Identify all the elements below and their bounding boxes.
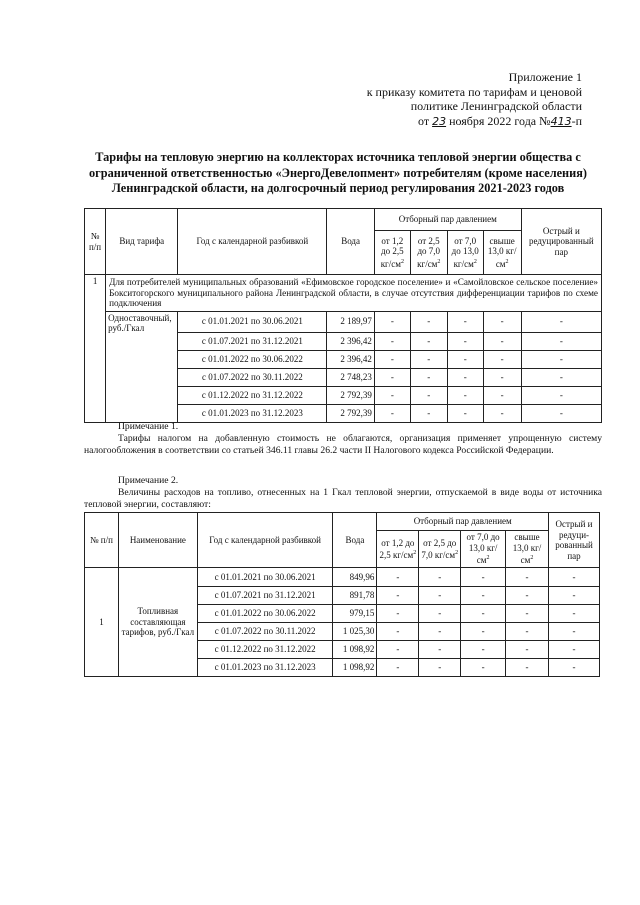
header-steam-group: Отборный пар давлением bbox=[377, 513, 549, 531]
period: с 01.07.2021 по 31.12.2021 bbox=[178, 332, 327, 350]
water-value: 2 396,42 bbox=[327, 350, 375, 368]
water-value: 979,15 bbox=[333, 605, 377, 623]
tariff-table: № п/п Вид тарифа Год с календарной разбивкой Вода Отборный пар давлением Острый и редуцированный пар от 1,2 до 2,5 $кг/см^2$ от 2,5 до 7,0 $кг/см^2$ от 7,0 до 13,0 $кг/см^2$ свыше 13,0 $кг/см^2$ 1 Для потребителей муниципальных образований «Ефимовское городское поселение» и «Самойловское сельское поселение» Бокситогорского муниципального района Ленинградской области, в случае отсутствия дифференциации тарифов по схеме подключения Одноставочный, руб./Гкал с 01.01.2021 по 30.06.2021 2 189,97 - - - - - с 01.07.2021 по 31.12.2021 2 396,42 - - - - - с 01.01.2022 по 30.06.2022 2 396,42 - - - - - с 01.07.2022 по 30.11.2022 2 748,23 - - - - - с 01.12.2022 по 31.12.2022 2 792,39 - - - - - с 01.01.2023 по 31.12.2023 2 792,39 - - - - - bbox=[84, 208, 602, 423]
water-value: 2 748,23 bbox=[327, 368, 375, 386]
water-value: 891,78 bbox=[333, 587, 377, 605]
header-sharp-steam: Острый и редуцированный пар bbox=[521, 209, 601, 275]
note-2 bbox=[84, 475, 602, 511]
period: с 01.01.2021 по 30.06.2021 bbox=[197, 568, 333, 587]
note-1 bbox=[84, 421, 602, 457]
appendix-order-line: к приказу комитета по тарифам и ценовой bbox=[366, 84, 582, 99]
header-water: Вода bbox=[333, 513, 377, 568]
header-p3: от 7,0 до 13,0 $кг/см^2$ bbox=[447, 231, 483, 275]
period: с 01.07.2022 по 30.11.2022 bbox=[178, 368, 327, 386]
header-steam-group: Отборный пар давлением bbox=[374, 209, 521, 231]
header-p1: от 1,2 до 2,5 $кг/см^2$ bbox=[374, 231, 410, 275]
header-p4: свыше 13,0 $кг/см^2$ bbox=[483, 231, 521, 275]
period: с 01.07.2022 по 30.11.2022 bbox=[197, 623, 333, 641]
tariff-name: Одноставочный, руб./Гкал bbox=[106, 311, 178, 422]
handwritten-day: 23 bbox=[432, 114, 447, 128]
row-number: 1 bbox=[85, 568, 119, 677]
appendix-date-line: от 23 ноября 2022 года №413-п bbox=[417, 113, 582, 128]
header-num: № п/п bbox=[85, 513, 119, 568]
header-year: Год с календарной разбивкой bbox=[197, 513, 333, 568]
note-1-heading: Примечание 1. bbox=[118, 421, 179, 432]
document-title: Тарифы на тепловую энергию на коллекторах источника тепловой энергии общества с ограниченной ответственностью «ЭнергоДевелопмент» потребителям (кроме населения) Ленинградской области, на долгосрочный период регулирования 2021-2023 годов bbox=[89, 150, 587, 195]
header-num: № п/п bbox=[85, 209, 106, 275]
appendix-title: Приложение 1 bbox=[508, 70, 582, 84]
water-value: 2 396,42 bbox=[327, 332, 375, 350]
header-p3: от 7,0 до 13,0 $кг/см^2$ bbox=[461, 531, 506, 568]
handwritten-number: 413 bbox=[550, 114, 572, 128]
note-1-text: Тарифы налогом на добавленную стоимость не облагаются, организация применяет упрощенную систему налогообложения в соответствии со статьей 346.11 главы 26.2 части II Налогового кодекса Российской Федерации. bbox=[84, 433, 602, 456]
header-water: Вода bbox=[327, 209, 375, 275]
period: с 01.12.2022 по 31.12.2022 bbox=[178, 386, 327, 404]
water-value: 1 025,30 bbox=[333, 623, 377, 641]
water-value: 2 792,39 bbox=[327, 386, 375, 404]
header-sharp-steam: Острый и редуци-рованный пар bbox=[549, 513, 600, 568]
water-value: 2 792,39 bbox=[327, 404, 375, 422]
period: с 01.01.2021 по 30.06.2021 bbox=[178, 311, 327, 332]
header-name: Наименование bbox=[118, 513, 197, 568]
fuel-component-name: Топливная составляющая тарифов, руб./Гкал bbox=[118, 568, 197, 677]
water-value: 1 098,92 bbox=[333, 641, 377, 659]
header-p1: от 1,2 до 2,5 $кг/см^2$ bbox=[377, 531, 419, 568]
appendix-block bbox=[352, 70, 582, 129]
note-2-heading: Примечание 2. bbox=[118, 475, 179, 486]
note-2-text: Величины расходов на топливо, отнесенных на 1 Гкал тепловой энергии, отпускаемой в виде воды от источника тепловой энергии, составляют: bbox=[84, 487, 602, 510]
header-year: Год с календарной разбивкой bbox=[178, 209, 327, 275]
header-tariff-type: Вид тарифа bbox=[106, 209, 178, 275]
period: с 01.01.2022 по 30.06.2022 bbox=[197, 605, 333, 623]
period: с 01.01.2022 по 30.06.2022 bbox=[178, 350, 327, 368]
header-p2: от 2,5 до 7,0 $кг/см^2$ bbox=[419, 531, 461, 568]
row-number: 1 bbox=[85, 275, 106, 423]
water-value: 2 189,97 bbox=[327, 311, 375, 332]
period: с 01.01.2023 по 31.12.2023 bbox=[178, 404, 327, 422]
header-p4: свыше 13,0 $кг/см^2$ bbox=[506, 531, 549, 568]
period: с 01.01.2023 по 31.12.2023 bbox=[197, 659, 333, 677]
fuel-cost-table: № п/п Наименование Год с календарной разбивкой Вода Отборный пар давлением Острый и редуци-рованный пар от 1,2 до 2,5 $кг/см^2$ от 2,5 до 7,0 $кг/см^2$ от 7,0 до 13,0 $кг/см^2$ свыше 13,0 $кг/см^2$ 1 Топливная составляющая тарифов, руб./Гкал с 01.01.2021 по 30.06.2021 849,96 - - - - - с 01.07.2021 по 31.12.2021 891,78 - - - - - с 01.01.2022 по 30.06.2022 979,15 - - - - - с 01.07.2022 по 30.11.2022 1 025,30 - - - - - с 01.12.2022 по 31.12.2022 1 098,92 - - - - - с 01.01.2023 по 31.12.2023 1 098,92 - - - - - bbox=[84, 512, 600, 677]
period: с 01.07.2021 по 31.12.2021 bbox=[197, 587, 333, 605]
row-description: Для потребителей муниципальных образований «Ефимовское городское поселение» и «Самойловское сельское поселение» Бокситогорского муниципального района Ленинградской области, в случае отсутствия дифференциации тарифов по схеме подключения bbox=[106, 275, 602, 312]
water-value: 849,96 bbox=[333, 568, 377, 587]
water-value: 1 098,92 bbox=[333, 659, 377, 677]
appendix-policy-line: политике Ленинградской области bbox=[410, 99, 582, 113]
header-p2: от 2,5 до 7,0 $кг/см^2$ bbox=[410, 231, 447, 275]
period: с 01.12.2022 по 31.12.2022 bbox=[197, 641, 333, 659]
